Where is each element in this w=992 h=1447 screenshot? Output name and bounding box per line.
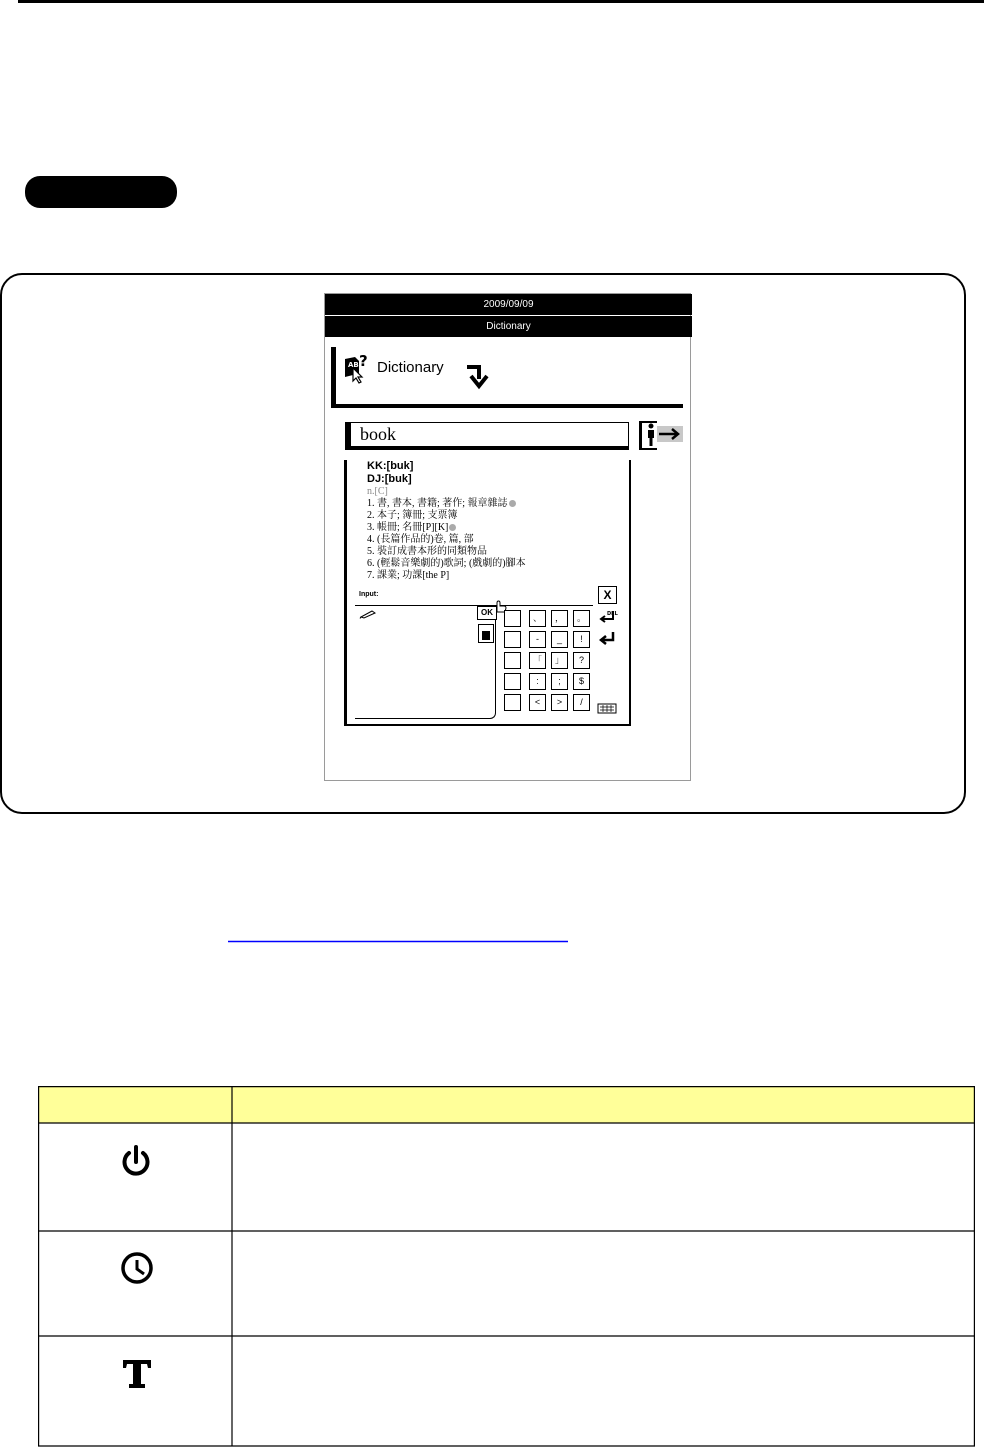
table-grid bbox=[38, 1086, 975, 1446]
delete-icon[interactable] bbox=[598, 609, 616, 626]
key[interactable]: - bbox=[529, 631, 546, 648]
blank-key[interactable] bbox=[504, 652, 521, 669]
dj-pronunciation: DJ:[buk] bbox=[367, 473, 412, 485]
key[interactable]: : bbox=[529, 673, 546, 690]
more-icon[interactable] bbox=[509, 500, 516, 507]
app-title: Dictionary bbox=[377, 359, 444, 376]
definition-line: 2. 本子; 簿冊; 支票簿 bbox=[367, 510, 458, 521]
person-icon bbox=[645, 423, 657, 447]
blank-key[interactable] bbox=[504, 631, 521, 648]
input-panel bbox=[355, 585, 618, 721]
date-bar: 2009/09/09 bbox=[325, 294, 692, 315]
device-screen bbox=[324, 293, 691, 781]
key[interactable]: > bbox=[551, 694, 568, 711]
definition-line: 3. 帳冊; 名冊[P][K] bbox=[367, 522, 456, 534]
header-accent-bar bbox=[331, 347, 336, 407]
key[interactable]: ， bbox=[551, 610, 568, 627]
key[interactable]: 。 bbox=[573, 610, 590, 627]
key[interactable]: ; bbox=[551, 673, 568, 690]
pen-icon bbox=[359, 609, 377, 619]
input-label: Input: bbox=[359, 591, 379, 598]
key[interactable]: 「 bbox=[529, 652, 546, 669]
key[interactable]: < bbox=[529, 694, 546, 711]
exit-button[interactable] bbox=[639, 421, 684, 451]
top-rule bbox=[18, 0, 984, 3]
definition-line: 5. 裝訂成書本形的同類物品 bbox=[367, 546, 487, 557]
definition-line: 6. (輕鬆音樂劇的)歌詞; (戲劇的)腳本 bbox=[367, 558, 526, 569]
svg-text:DEL: DEL bbox=[607, 611, 618, 617]
text-icon bbox=[123, 1360, 151, 1388]
down-arrow-icon bbox=[465, 363, 493, 389]
enter-icon[interactable] bbox=[598, 630, 616, 647]
blank-key[interactable] bbox=[504, 610, 521, 627]
key[interactable]: ? bbox=[573, 652, 590, 669]
search-value: book bbox=[360, 424, 396, 444]
key[interactable]: $ bbox=[573, 673, 590, 690]
definition-line: 1. 書, 書本, 書籍; 著作; 報章雜誌 bbox=[367, 498, 516, 510]
blank-key[interactable] bbox=[504, 673, 521, 690]
right-arrow-icon bbox=[657, 426, 683, 442]
power-icon bbox=[125, 1147, 148, 1174]
dictionary-icon bbox=[343, 353, 373, 383]
link-underline bbox=[228, 940, 568, 943]
key[interactable]: / bbox=[573, 694, 590, 711]
svg-text:?: ? bbox=[359, 352, 368, 370]
clock-icon bbox=[123, 1254, 151, 1282]
kk-pronunciation: KK:[buk] bbox=[367, 460, 414, 472]
search-input[interactable] bbox=[345, 422, 629, 450]
handwriting-area[interactable] bbox=[355, 608, 496, 719]
icon-table bbox=[38, 1086, 978, 1447]
more-icon[interactable] bbox=[449, 524, 456, 531]
section-tab-pill bbox=[25, 176, 177, 208]
definition-line: 4. (長篇作品的)卷, 篇, 部 bbox=[367, 534, 474, 545]
blank-key[interactable] bbox=[504, 694, 521, 711]
header-rule bbox=[331, 404, 683, 408]
svg-text:AB: AB bbox=[348, 361, 359, 369]
input-field[interactable] bbox=[355, 586, 593, 606]
key[interactable]: ! bbox=[573, 631, 590, 648]
title-bar: Dictionary bbox=[325, 316, 692, 337]
key[interactable]: 」 bbox=[551, 652, 568, 669]
app-header bbox=[325, 341, 685, 409]
close-button[interactable]: X bbox=[598, 586, 617, 604]
memory-card-icon[interactable] bbox=[478, 624, 494, 643]
definition-line: 7. 課業; 功課[the P] bbox=[367, 570, 450, 581]
ok-button[interactable]: OK bbox=[477, 606, 497, 620]
exit-arrow-background bbox=[657, 426, 683, 442]
table-header-row bbox=[38, 1086, 975, 1123]
key[interactable]: 、 bbox=[529, 610, 546, 627]
part-of-speech: n.[C] bbox=[367, 486, 388, 497]
key[interactable]: _ bbox=[551, 631, 568, 648]
keyboard-icon[interactable] bbox=[597, 702, 617, 714]
